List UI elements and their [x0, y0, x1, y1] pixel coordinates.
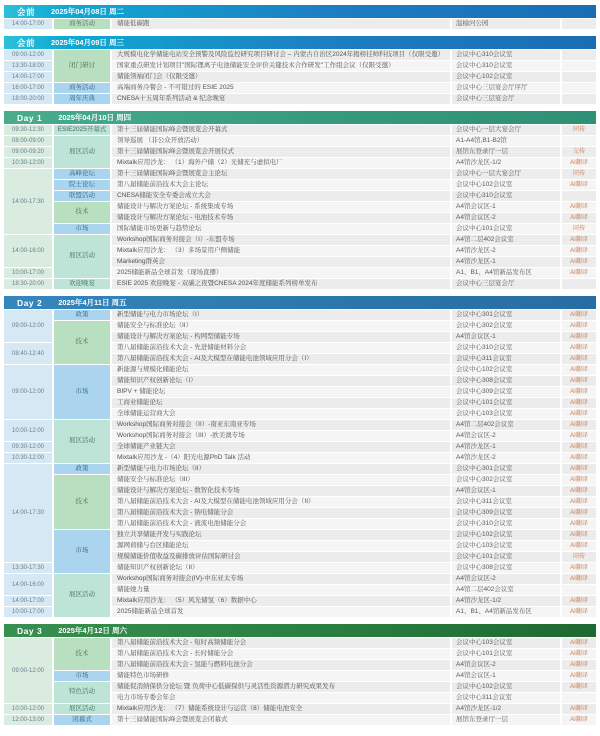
event-title: 第八届储能前沿技术大会 - AI及大模型在储能电池领域应用分会（I）: [112, 354, 450, 364]
translation-badge: AI翻译: [562, 574, 596, 584]
category-badge: 欢迎晚宴: [54, 279, 110, 289]
location-cell: 会议中心一层大宴会厅: [452, 125, 560, 135]
event-title: 第十三届储能国际峰会暨展览会开展仪式: [112, 147, 450, 157]
location-cell: 会议中心103会议室: [452, 638, 560, 648]
section-label: Day 3: [17, 625, 43, 636]
section-day1: [4, 111, 596, 289]
event-title: 储能安全与标准论坛（II）: [112, 321, 450, 331]
location-cell: 会议中心102会议室: [452, 530, 560, 540]
translation-badge: AI翻译: [562, 638, 596, 648]
event-title: 第八届储能前沿技术大会 - 长时储能分会: [112, 649, 450, 659]
location-cell: A4馆会议区-1: [452, 202, 560, 212]
section-label: 会前: [17, 6, 36, 17]
event-title: Workshop国际商务对接会（II）-南亚东南亚专场: [112, 420, 450, 430]
location-cell: 会议中心三层宴会厅: [452, 94, 560, 104]
event-title: 储能设计与解决方案论坛 - 数智化技术专场: [112, 486, 450, 496]
time-cell: 12:00-13:00: [4, 715, 52, 725]
translation-badge: AI翻译: [562, 321, 596, 331]
event-title: 国际储能市场更新与趋势论坛: [112, 224, 450, 234]
event-title: 全球储能运营商大会: [112, 409, 450, 419]
event-title: 第八届储能前沿技术大会 - AI及大模型在储能电池领域应用分会（II）: [112, 497, 450, 507]
location-cell: 会议中心101会议室: [452, 649, 560, 659]
category-badge: 展区活动: [54, 136, 110, 168]
event-title: ESIE 2025 欢迎晚宴 - 双碳之夜暨CNESA 2024年度储能系列榜单发布: [112, 279, 450, 289]
translation-badge: AI翻译: [562, 409, 596, 419]
location-cell: A4馆会议区-1: [452, 486, 560, 496]
category-badge: 展区活动: [54, 235, 110, 278]
translation-badge: AI翻译: [562, 310, 596, 320]
category-badge: 技术: [54, 202, 110, 223]
location-cell: 会议中心三层宴会厅序厅: [452, 83, 560, 93]
event-title: 储能知识产权创新论坛（I）: [112, 376, 450, 386]
location-cell: 会议中心302会议室: [452, 475, 560, 485]
category-badge: 展区活动: [54, 574, 110, 617]
location-cell: A4馆沙龙区-1/2: [452, 596, 560, 606]
event-title: Mixtalk应用沙龙： （1）海外户储（2）光储充与虚拟电厂: [112, 158, 450, 168]
event-title: Mixtalk应用沙龙 -（4）阳光电源PhD Talk 活动: [112, 453, 450, 463]
section-date: 2025年04月09日 周三: [51, 38, 124, 47]
translation-badge: AI翻译: [562, 387, 596, 397]
time-cell: 10:30-12:00: [4, 453, 52, 463]
translation-badge: AI翻译: [562, 541, 596, 551]
translation-badge: AI翻译: [562, 202, 596, 212]
translation-badge: [562, 279, 596, 289]
event-title: 储能促消纳保供分论坛 暨 负荷中心低碳保供与灵活性资源潜力研究成果发布: [112, 682, 450, 692]
location-cell: A4馆沙龙区-2: [452, 453, 560, 463]
location-cell: A4馆沙龙区-1/2: [452, 704, 560, 714]
location-cell: 会议中心311会议室: [452, 693, 560, 703]
event-title: 2025储能新品全球首发: [112, 607, 450, 617]
event-title: 源网荷储与台区储能论坛: [112, 541, 450, 551]
translation-badge: [562, 136, 596, 146]
event-title: Workshop国际商务对接会（III）-欧美澳专场: [112, 431, 450, 441]
category-badge: 市场: [54, 365, 110, 419]
location-cell: A4馆会议区-2: [452, 660, 560, 670]
section-pre-0408: [4, 5, 596, 29]
event-title: 全球储能产业链大会: [112, 442, 450, 452]
translation-badge: AI翻译: [562, 365, 596, 375]
location-cell: 会议中心102会议室: [452, 180, 560, 190]
location-cell: A4馆二层402会议室: [452, 235, 560, 245]
location-cell: 会议中心102会议室: [452, 682, 560, 692]
section-header-day1: [4, 111, 596, 124]
translation-badge: AI翻译: [562, 508, 596, 518]
location-cell: 会议中心308会议室: [452, 376, 560, 386]
section-grid: [4, 310, 596, 617]
event-title: 电力市场专委会年会: [112, 693, 450, 703]
section-grid: [4, 125, 596, 289]
translation-badge: [562, 94, 596, 104]
time-cell: 09:00-12:00: [4, 638, 52, 703]
translation-badge: AI翻译: [562, 354, 596, 364]
location-cell: 会议中心310会议室: [452, 519, 560, 529]
category-badge: 特色活动: [54, 682, 110, 703]
event-title: 储能设计与解决方案论坛 - 系统集成专场: [112, 202, 450, 212]
category-badge: 商务活动: [54, 83, 110, 93]
translation-badge: AI翻译: [562, 398, 596, 408]
event-title: CNESA十五周年系列活动 & 纪念晚宴: [112, 94, 450, 104]
section-header-pre-0409: [4, 36, 596, 49]
translation-badge: AI翻译: [562, 464, 596, 474]
location-cell: A1、B1、A4馆新品发布区: [452, 607, 560, 617]
translation-badge: AI翻译: [562, 596, 596, 606]
event-title: 第八届储能前沿技术大会 - 先进储能材料分会: [112, 343, 450, 353]
section-grid: [4, 50, 596, 104]
translation-badge: AI翻译: [562, 180, 596, 190]
translation-badge: AI翻译: [562, 530, 596, 540]
event-title: 储能特色市场研修: [112, 671, 450, 681]
event-title: 第八届储能前沿技术大会主论坛: [112, 180, 450, 190]
translation-badge: AI翻译: [562, 519, 596, 529]
translation-badge: 交传: [562, 147, 596, 157]
location-cell: 会议中心101会议室: [452, 552, 560, 562]
time-cell: 10:00-17:00: [4, 268, 52, 278]
event-title: BIPV + 储能论坛: [112, 387, 450, 397]
event-title: Mixtalk应用沙龙： （3）多场景用户侧储能: [112, 246, 450, 256]
event-title: 储能设计与解决方案论坛 - 构网型储能专场: [112, 332, 450, 342]
translation-badge: [562, 585, 596, 595]
location-cell: 会议中心310会议室: [452, 191, 560, 201]
category-badge: 政策: [54, 464, 110, 474]
event-title: 储能低碳跑: [112, 19, 450, 29]
location-cell: A4馆沙龙区-1/2: [452, 158, 560, 168]
location-cell: 会议中心一层大宴会厅: [452, 169, 560, 179]
translation-badge: AI翻译: [562, 332, 596, 342]
translation-badge: AI翻译: [562, 376, 596, 386]
schedule: [4, 5, 596, 725]
location-cell: 会议中心310会议室: [452, 61, 560, 71]
event-title: Mixtalk应用沙龙： （7）储能系统设计与运营（8）储能电池安全: [112, 704, 450, 714]
event-title: 第八届储能前沿技术大会 - 钠电储能分会: [112, 508, 450, 518]
event-title: 储能设计与解决方案论坛 - 电池技术专场: [112, 213, 450, 223]
translation-badge: AI翻译: [562, 660, 596, 670]
section-header-day3: [4, 624, 596, 637]
translation-badge: AI翻译: [562, 235, 596, 245]
section-label: Day 1: [17, 112, 43, 123]
section-header-day2: [4, 296, 596, 309]
section-label: Day 2: [17, 297, 43, 308]
location-cell: 会议中心309会议室: [452, 508, 560, 518]
event-title: 储能她力量: [112, 585, 450, 595]
event-title: 第十三届储能国际峰会暨展览会开幕式: [112, 125, 450, 135]
event-title: 储能知识产权创新论坛（II）: [112, 563, 450, 573]
translation-badge: AI翻译: [562, 158, 596, 168]
translation-badge: AI翻译: [562, 257, 596, 267]
translation-badge: [562, 72, 596, 82]
section-label: 会前: [17, 37, 36, 48]
translation-badge: AI翻译: [562, 343, 596, 353]
translation-badge: AI翻译: [562, 671, 596, 681]
category-badge: ESIE2025开幕式: [54, 125, 110, 135]
translation-badge: AI翻译: [562, 704, 596, 714]
location-cell: A4馆会议区-1: [452, 671, 560, 681]
section-date: 2025年4月12日 周六: [58, 626, 127, 635]
category-badge: 技术: [54, 321, 110, 364]
section-grid: [4, 638, 596, 725]
event-title: 储能安全与标准论坛（III）: [112, 475, 450, 485]
category-badge: 技术: [54, 638, 110, 670]
location-cell: A4馆沙龙区-1: [452, 257, 560, 267]
translation-badge: AI翻译: [562, 246, 596, 256]
section-day2: [4, 296, 596, 617]
translation-badge: [562, 50, 596, 60]
time-cell: 16:00-17:00: [4, 83, 52, 93]
event-title: 第八届储能前沿技术大会 - 氢能与燃料电池分会: [112, 660, 450, 670]
location-cell: 会议中心101会议室: [452, 224, 560, 234]
event-title: 工商业储能论坛: [112, 398, 450, 408]
time-cell: 14:00-17:00: [4, 596, 52, 606]
time-cell: 10:00-12:00: [4, 704, 52, 714]
location-cell: A4馆沙龙区-1: [452, 442, 560, 452]
translation-badge: AI翻译: [562, 453, 596, 463]
translation-badge: [562, 61, 596, 71]
time-cell: 13:30-17:30: [4, 563, 52, 573]
translation-badge: [562, 83, 596, 93]
time-cell: 09:00-12:00: [4, 310, 52, 342]
section-grid: [4, 19, 596, 29]
time-cell: 18:00-20:00: [4, 94, 52, 104]
translation-badge: [562, 693, 596, 703]
time-cell: 18:30-20:00: [4, 279, 52, 289]
location-cell: 会议中心三层宴会厅: [452, 279, 560, 289]
location-cell: A1、B1、A4馆新品发布区: [452, 268, 560, 278]
translation-badge: AI翻译: [562, 442, 596, 452]
location-cell: 会议中心311会议室: [452, 497, 560, 507]
translation-badge: 同传: [562, 224, 596, 234]
section-day3: [4, 624, 596, 725]
translation-badge: AI翻译: [562, 213, 596, 223]
event-title: 新能源与规模化储能论坛: [112, 365, 450, 375]
event-title: CNESA储能安全专委会成立大会: [112, 191, 450, 201]
location-cell: A1-A4馆,B1-B2馆: [452, 136, 560, 146]
category-badge: 商务活动: [54, 19, 110, 29]
event-title: 新型储能与电力市场论坛（II）: [112, 464, 450, 474]
category-badge: 周年庆典: [54, 94, 110, 104]
category-badge: 技术: [54, 475, 110, 529]
location-cell: 会议中心309会议室: [452, 387, 560, 397]
translation-badge: AI翻译: [562, 607, 596, 617]
location-cell: 会议中心308会议室: [452, 563, 560, 573]
translation-badge: AI翻译: [562, 682, 596, 692]
section-date: 2025年04月08日 周二: [51, 7, 124, 16]
event-title: 第八届储能前沿技术大会 - 短时高频储能分会: [112, 638, 450, 648]
location-cell: 展馆东登录厅一层: [452, 715, 560, 725]
time-cell: 14:00-17:30: [4, 169, 52, 234]
event-title: 大规模电化学储能电站安全预警及风险监控研究项目研讨会 – 内蒙古自治区2024年揭榜挂帅科技项目（仅限受邀）: [112, 50, 450, 60]
time-cell: 08:40-12:40: [4, 343, 52, 364]
category-badge: 市场: [54, 224, 110, 234]
translation-badge: AI翻译: [562, 649, 596, 659]
time-cell: 10:00-17:00: [4, 607, 52, 617]
category-badge: 闭幕式: [54, 715, 110, 725]
section-header-pre-0408: [4, 5, 596, 18]
event-title: 新型储能与电力市场论坛（I）: [112, 310, 450, 320]
location-cell: 会议中心310会议室: [452, 50, 560, 60]
section-pre-0409: [4, 36, 596, 104]
time-cell: 14:00-17:00: [4, 72, 52, 82]
event-title: 领导巡展 （非公众开放活动）: [112, 136, 450, 146]
translation-badge: AI翻译: [562, 715, 596, 725]
translation-badge: AI翻译: [562, 486, 596, 496]
location-cell: A4馆二层402会议室: [452, 420, 560, 430]
category-badge: 高峰论坛: [54, 169, 110, 179]
event-title: Workshop国际商务对接会(IV)-中东亚太专场: [112, 574, 450, 584]
time-cell: 09:00-12:00: [4, 365, 52, 419]
location-cell: A4馆沙龙区-2: [452, 246, 560, 256]
time-cell: 09:00-12:00: [4, 50, 52, 60]
translation-badge: 同传: [562, 125, 596, 135]
category-badge: 联盟活动: [54, 191, 110, 201]
location-cell: 会议中心311会议室: [452, 354, 560, 364]
event-title: 储能领袖闭门会（仅限受邀）: [112, 72, 450, 82]
translation-badge: 同传: [562, 169, 596, 179]
translation-badge: AI翻译: [562, 431, 596, 441]
translation-badge: AI翻译: [562, 475, 596, 485]
location-cell: A4馆会议区-2: [452, 574, 560, 584]
section-date: 2025年4月11日 周五: [58, 298, 127, 307]
time-cell: 13:30-18:00: [4, 61, 52, 71]
time-cell: 14:00-16:00: [4, 574, 52, 595]
translation-badge: [562, 19, 596, 29]
section-date: 2025年04月10日 周四: [58, 113, 132, 122]
location-cell: A4馆会议区-1: [452, 332, 560, 342]
time-cell: 09:00-09:20: [4, 147, 52, 157]
event-title: 第十三届储能国际峰会暨展览会闭幕式: [112, 715, 450, 725]
category-badge: 闭门研讨: [54, 50, 110, 82]
time-cell: 14:00-16:00: [4, 235, 52, 267]
category-badge: 展区活动: [54, 420, 110, 463]
location-cell: 会议中心102会议室: [452, 72, 560, 82]
time-cell: 14:00-17:00: [4, 19, 52, 29]
time-cell: 09:30-12:30: [4, 125, 52, 135]
location-cell: 会议中心301会议室: [452, 310, 560, 320]
translation-badge: 同传: [562, 552, 596, 562]
time-cell: 14:00-17:30: [4, 464, 52, 562]
location-cell: 会议中心101会议室: [452, 398, 560, 408]
location-cell: 会议中心301会议室: [452, 464, 560, 474]
translation-badge: AI翻译: [562, 497, 596, 507]
event-title: 2025储能新品全球首发（现场直播）: [112, 268, 450, 278]
category-badge: 院士论坛: [54, 180, 110, 190]
location-cell: A4馆会议区-2: [452, 213, 560, 223]
category-badge: 政策: [54, 310, 110, 320]
translation-badge: AI翻译: [562, 563, 596, 573]
event-title: Mixtalk应用沙龙： （5）风光储氢（6）数据中心: [112, 596, 450, 606]
time-cell: 10:30-12:00: [4, 158, 52, 168]
category-badge: 市场: [54, 671, 110, 681]
location-cell: 会议中心310会议室: [452, 343, 560, 353]
time-cell: 08:00-09:00: [4, 136, 52, 146]
location-cell: 会议中心302会议室: [452, 321, 560, 331]
location-cell: A4馆会议区-2: [452, 431, 560, 441]
location-cell: 会议中心103会议室: [452, 409, 560, 419]
event-title: Workshop国际商务对接会（I）-东盟专场: [112, 235, 450, 245]
time-cell: 10:00-12:00: [4, 420, 52, 441]
event-title: 第八届储能前沿技术大会 - 液流电池储能分会: [112, 519, 450, 529]
translation-badge: [562, 191, 596, 201]
category-badge: 展区活动: [54, 704, 110, 714]
translation-badge: AI翻译: [562, 420, 596, 430]
location-cell: A4馆二层402会议室: [452, 585, 560, 595]
location-cell: 会议中心103会议室: [452, 541, 560, 551]
event-title: 高端商务冷餐会 - 不可错过的 ESIE 2025: [112, 83, 450, 93]
event-title: 国家重点研发计划项目"国际锂离子电池储能安全评价关键技术合作研发"工作组会议（仅限受邀）: [112, 61, 450, 71]
category-badge: 市场: [54, 530, 110, 573]
event-title: Marketing群英会: [112, 257, 450, 267]
location-cell: 展馆东登录厅一层: [452, 147, 560, 157]
location-cell: 会议中心102会议室: [452, 365, 560, 375]
translation-badge: AI翻译: [562, 268, 596, 278]
time-cell: 09:30-12:00: [4, 442, 52, 452]
event-title: 独立共享储能开发与实践论坛: [112, 530, 450, 540]
event-title: 第十三届储能国际峰会暨展览会主论坛: [112, 169, 450, 179]
event-title: 规模储能价值收益及碳排放评估国际研讨会: [112, 552, 450, 562]
location-cell: 温榆河公园: [452, 19, 560, 29]
